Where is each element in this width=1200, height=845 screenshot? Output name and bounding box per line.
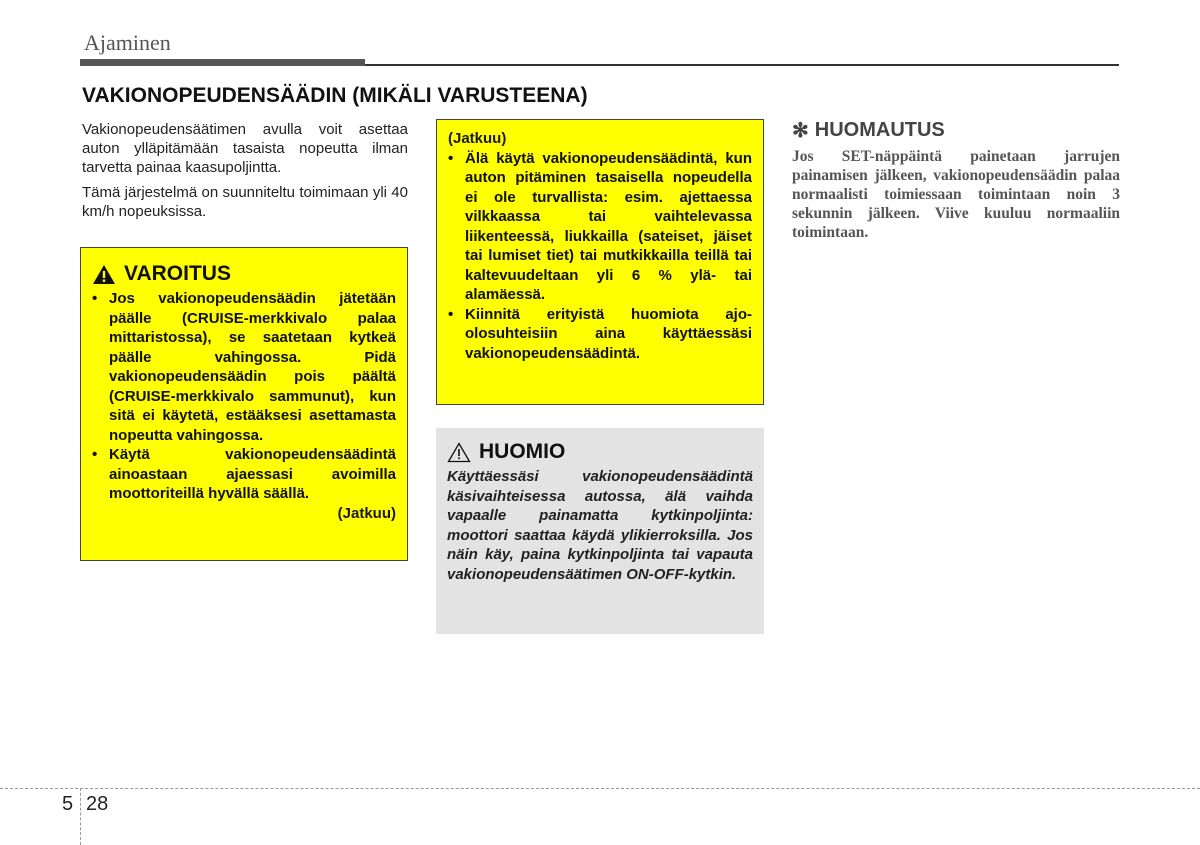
list-item-text: Jos vakionopeudensäädin jätetään päälle (CRUISE-merkkivalo palaa mittaristossa), se saatetaan kytkeä päälle vahingossa. Pidä vakionopeudensäädin pois päältä (CRUISE-merkkivalo sammunut), kun sitä ei käytetä, estääksesi asettamasta nopeutta vahingossa. xyxy=(109,290,396,444)
caution-title xyxy=(447,440,753,464)
list-item: • Kiinnitä erityistä huomiota ajo-olosuhteisiin aina käyttäessäsi vakionopeudensäädintä. xyxy=(448,305,752,362)
note-section xyxy=(792,118,1120,242)
caution-triangle-icon xyxy=(447,442,471,463)
warning-list xyxy=(448,149,752,364)
note-title xyxy=(792,118,1120,143)
continued-label: (Jatkuu) xyxy=(337,504,396,522)
warning-title xyxy=(92,262,396,286)
warning-continued-box xyxy=(436,119,764,405)
list-item: • Jos vakionopeudensäädin jätetään päälle (CRUISE-merkkivalo palaa mittaristossa), se saatetaan kytkeä päälle vahingossa. Pidä vakionopeudensäädin pois päältä (CRUISE-merkkivalo sammunut), kun sitä ei käytetä, estääksesi asettamasta nopeutta vahingossa. xyxy=(92,290,396,444)
footer-rule xyxy=(0,788,1200,789)
section-label: Ajaminen xyxy=(84,30,171,55)
warning-list xyxy=(92,289,396,504)
header-bar xyxy=(80,59,365,66)
note-title-text: HUOMAUTUS xyxy=(814,119,945,141)
note-text: Jos SET-näppäintä painetaan jarrujen painamisen jälkeen, vakionopeudensäädin palaa normaalisti toimiessaan toimintaan noin 3 sekunnin jälkeen. Viive kuuluu normaaliin toimintaan. xyxy=(792,148,1120,241)
list-item: • Käytä vakionopeudensäädintä ainoastaan ajaessasi avoimilla moottoriteillä hyvällä säällä. xyxy=(92,446,396,502)
list-item: • Älä käytä vakionopeudensäädintä, kun auton pitäminen tasaisella nopeudella ei ole turvallista: esim. ajettaessa vilkkaassa tai vaihtelevassa liikenteessä, liukkailla (sateiset, jäiset tai lumiset tiet) tai mutkikkailla teillä tai kaltevuudeltaan yli 6 % ylä- tai alamäessä. xyxy=(448,149,752,303)
intro-text xyxy=(82,120,408,227)
caution-box xyxy=(436,428,764,634)
intro-paragraph: Tämä järjestelmä on suunniteltu toimimaan yli 40 km/h nopeuksissa. xyxy=(82,184,408,220)
asterisk-icon: ✻ xyxy=(792,120,809,142)
footer-divider xyxy=(80,788,81,845)
page-number: 28 xyxy=(86,793,109,815)
warning-title-text: VAROITUS xyxy=(124,262,231,285)
continued-label: (Jatkuu) xyxy=(448,130,507,147)
intro-paragraph: Vakionopeudensäätimen avulla voit asettaa auton ylläpitämään tasaista nopeutta ilman tarvetta painaa kaasupoljintta. xyxy=(82,121,408,176)
warning-box xyxy=(80,247,408,561)
list-item-text: Käytä vakionopeudensäädintä ainoastaan ajaessasi avoimilla moottoriteillä hyvällä säällä. xyxy=(109,446,396,502)
caution-title-text: HUOMIO xyxy=(479,440,566,463)
list-item-text: Älä käytä vakionopeudensäädintä, kun auton pitäminen tasaisella nopeudella ei ole turvallista: esim. ajettaessa vilkkaassa tai vaihtelevassa liikenteessä, liukkailla (sateiset, jäiset tai lumiset tiet) tai mutkikkailla teillä tai kaltevuudeltaan yli 6 % ylä- tai alamäessä. xyxy=(465,149,752,303)
header-rule xyxy=(365,64,1119,66)
warning-triangle-icon xyxy=(92,264,116,285)
page-title: VAKIONOPEUDENSÄÄDIN (MIKÄLI VARUSTEENA) xyxy=(82,84,588,107)
chapter-number: 5 xyxy=(62,793,74,815)
list-item-text: Kiinnitä erityistä huomiota ajo-olosuhteisiin aina käyttäessäsi vakionopeudensäädintä. xyxy=(465,305,752,362)
caution-text: Käyttäessäsi vakionopeudensäädintä käsivaihteisessa autossa, älä vaihda vapaalle painamatta kytkinpoljinta: moottori saattaa käydä ylikierroksilla. Jos näin käy, paina kytkinpoljinta tai vapauta vakionopeudensäätimen ON-OFF-kytkin. xyxy=(447,468,753,583)
